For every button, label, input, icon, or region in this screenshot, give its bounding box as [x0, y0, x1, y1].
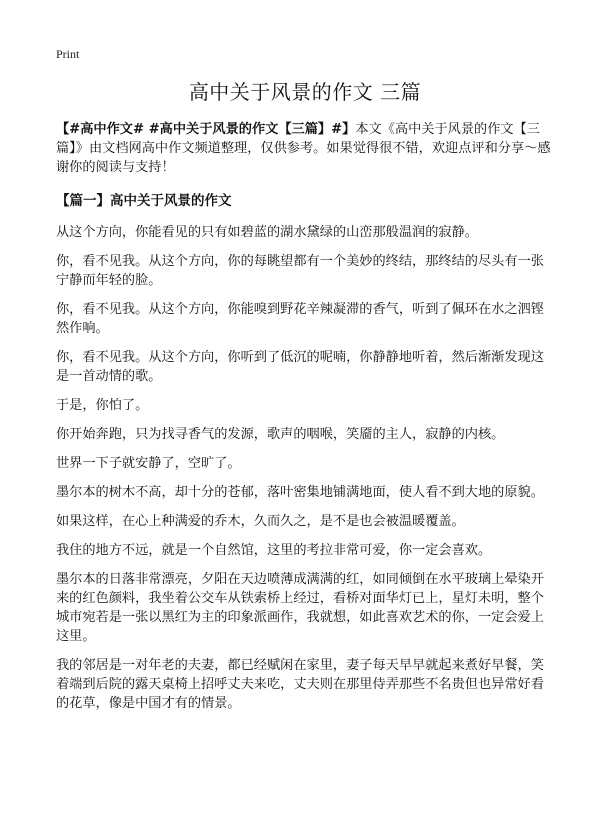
page-title: 高中关于风景的作文 三篇: [188, 80, 422, 104]
paragraph: 你开始奔跑，只为找寻香气的发源，歌声的咽喉，笑靥的主人，寂静的内核。: [56, 427, 505, 442]
paragraph: 从这个方向，你能看见的只有如碧蓝的湖水黛绿的山峦那般温润的寂静。: [56, 225, 478, 240]
paragraph: 墨尔本的树木不高，却十分的苍郁，落叶密集地铺满地面，使人看不到大地的原貌。: [56, 485, 544, 500]
paragraph: 于是，你怕了。: [56, 398, 149, 413]
paragraph: 你，看不见我。从这个方向，你的每眺望都有一个美妙的终结，那终结的尽头有一张宁静而年轻的脸。: [56, 254, 544, 288]
print-label: Print: [56, 47, 80, 61]
intro-paragraph: [56, 120, 554, 177]
paragraph: 墨尔本的日落非常漂亮，夕阳在天边喷薄成满满的红，如同倾倒在水平玻璃上晕染开来的红色颜料，我坐着公交车从铁索桥上经过，看桥对面华灯已上，星灯未明，整个城市宛若是一张以黑红为主的印象派画作，我就想，如此喜欢艺术的你，一定会爱上这里。: [56, 572, 544, 644]
paragraph: 我的邻居是一对年老的夫妻，都已经赋闲在家里，妻子每天早早就起来煮好早餐，笑着端到后院的露天桌椅上招呼丈夫来吃，丈夫则在那里侍弄那些不名贵但也异常好看的花草，像是中国才有的情景。: [56, 658, 544, 711]
paragraph: 世界一下子就安静了，空旷了。: [56, 456, 241, 471]
paragraph: 如果这样，在心上种满爱的乔木，久而久之，是不是也会被温暖覆盖。: [56, 514, 465, 529]
intro-tags: 【#高中作文# #高中关于风景的作文【三篇】#】: [56, 122, 356, 137]
paragraph: 你，看不见我。从这个方向，你听到了低沉的呢喃，你静静地听着，然后渐渐发现这是一首动情的歌。: [56, 350, 544, 384]
paragraph: 你，看不见我。从这个方向，你能嗅到野花辛辣凝滞的香气，听到了佩环在水之泗铿然作响。: [56, 302, 544, 336]
intro-text: 本文《高中关于风景的作文【三篇】》由文档网高中作文频道整理，仅供参考。如果觉得很不错，欢迎点评和分享～感谢你的阅读与支持！: [56, 122, 551, 175]
paragraph: 我住的地方不远，就是一个自然馆，这里的考拉非常可爱，你一定会喜欢。: [56, 543, 492, 558]
section-heading: 【篇一】高中关于风景的作文: [56, 193, 232, 209]
